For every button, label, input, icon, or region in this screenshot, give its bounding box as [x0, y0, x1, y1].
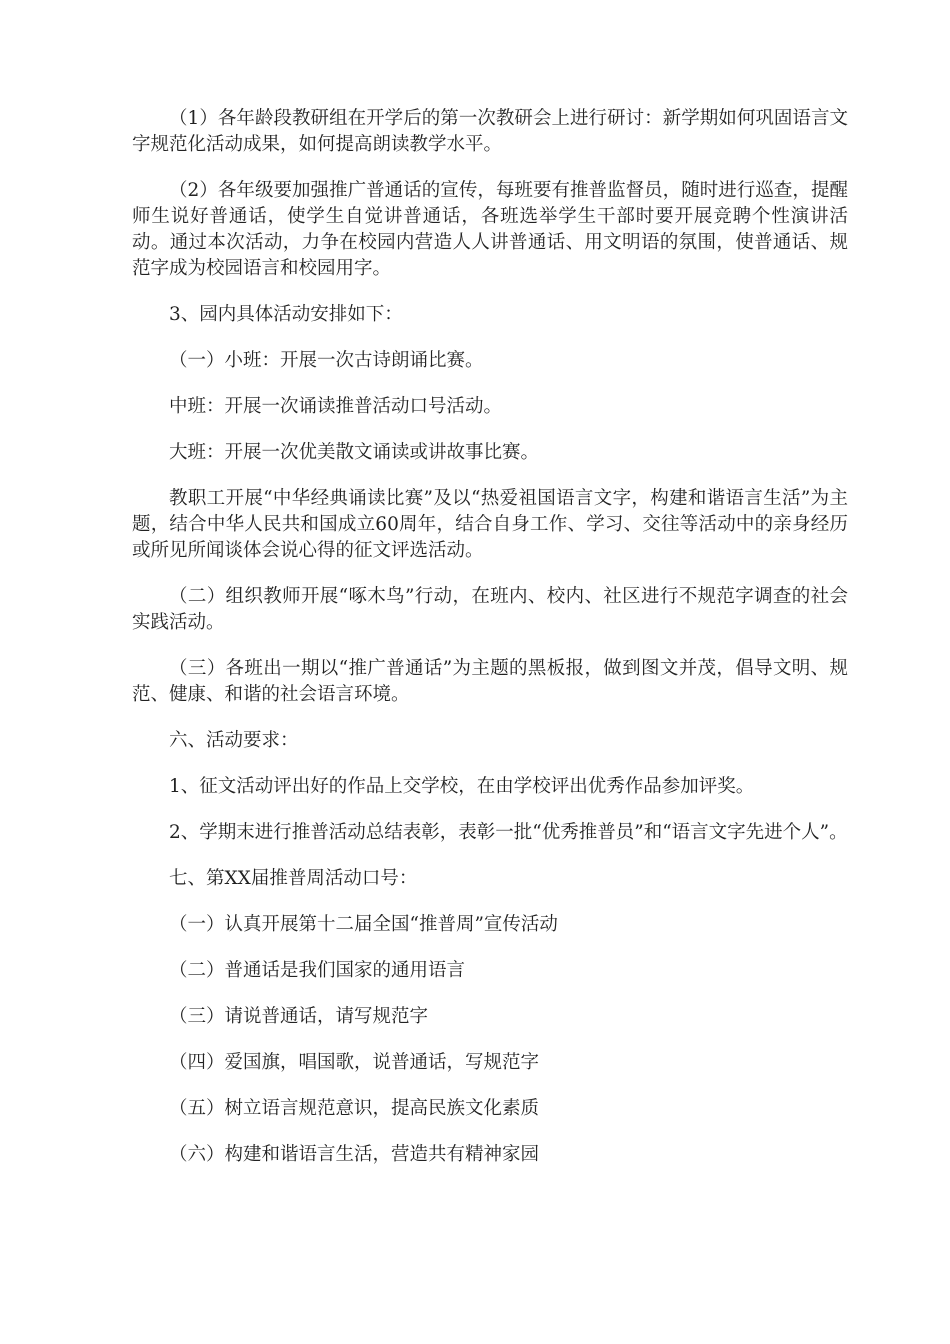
- slogan-6: （六）构建和谐语言生活，营造共有精神家园: [169, 1144, 540, 1165]
- slogan-5: （五）树立语言规范意识，提高民族文化素质: [169, 1098, 540, 1119]
- paragraph-10: 六、活动要求：: [169, 730, 299, 751]
- paragraph-4: （一）小班：开展一次古诗朗诵比赛。: [169, 350, 484, 371]
- paragraph-5: 中班：开展一次诵读推普活动口号活动。: [169, 396, 503, 417]
- paragraph-9: （三）各班出一期以“推广普通话”为主题的黑板报，做到图文并茂，倡导文明、规范、健康、和谐的社会语言环境。: [132, 658, 848, 705]
- document-body: [132, 106, 848, 1188]
- paragraph-8: （二）组织教师开展“啄木鸟”行动，在班内、校内、社区进行不规范字调查的社会实践活动。: [132, 586, 848, 633]
- paragraph-7: 教职工开展“中华经典诵读比赛”及以“热爱祖国语言文字，构建和谐语言生活”为主题，结合中华人民共和国成立60周年，结合自身工作、学习、交往等活动中的亲身经历或所见所闻谈体会说心得的征文评选活动。: [132, 488, 848, 561]
- paragraph-6: 大班：开展一次优美散文诵读或讲故事比赛。: [169, 442, 540, 463]
- paragraph-11: 1、征文活动评出好的作品上交学校，在由学校评出优秀作品参加评奖。: [169, 776, 755, 797]
- paragraph-1: （1）各年龄段教研组在开学后的第一次教研会上进行研讨：新学期如何巩固语言文字规范化活动成果，如何提高朗读教学水平。: [132, 108, 848, 155]
- paragraph-13: 七、第XX届推普周活动口号：: [169, 868, 418, 889]
- slogan-2: （二）普通话是我们国家的通用语言: [169, 960, 466, 981]
- paragraph-12: 2、学期末进行推普活动总结表彰，表彰一批“优秀推普员”和“语言文字先进个人”。: [169, 822, 848, 843]
- slogan-4: （四）爱国旗，唱国歌，说普通话，写规范字: [169, 1052, 540, 1073]
- slogan-1: （一）认真开展第十二届全国“推普周”宣传活动: [169, 914, 558, 935]
- paragraph-2: （2）各年级要加强推广普通话的宣传，每班要有推普监督员，随时进行巡查，提醒师生说好普通话，使学生自觉讲普通话，各班选举学生干部时要开展竞聘个性演讲活动。通过本次活动，力争在校园内营造人人讲普通话、用文明语的氛围，使普通话、规范字成为校园语言和校园用字。: [132, 180, 848, 279]
- slogan-3: （三）请说普通话，请写规范字: [169, 1006, 429, 1027]
- paragraph-3: 3、园内具体活动安排如下：: [169, 304, 403, 325]
